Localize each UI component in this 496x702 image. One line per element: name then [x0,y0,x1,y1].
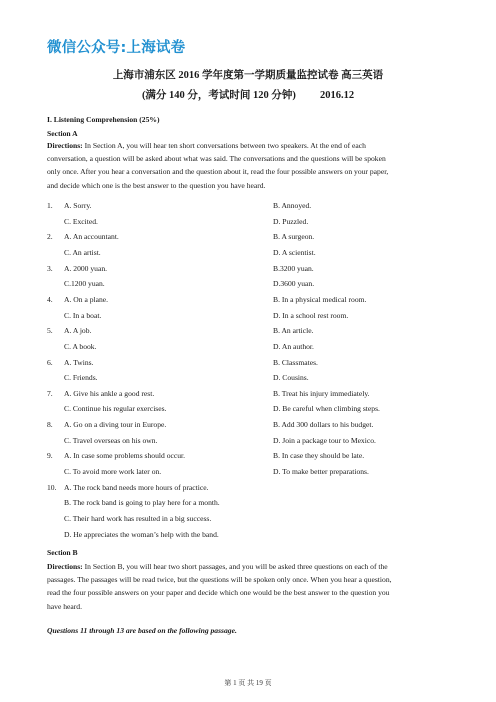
directions-line: have heard. [47,601,82,611]
question-row [47,467,450,479]
answer-option-left: C. Continue his regular exercises. [64,404,167,414]
question-number: 2. [47,232,53,242]
question-row [47,232,450,244]
question-row [47,514,450,526]
question-number: 6. [47,357,53,367]
answer-option-left: D. He appreciates the woman’s help with the band. [64,529,219,539]
question-number: 3. [47,263,53,273]
answer-option-right: B. Annoyed. [273,201,312,210]
question-row [47,248,450,260]
answer-option-left: C. In a boat. [64,310,102,320]
answer-option-left: C. Friends. [64,373,98,383]
question-row [47,530,450,542]
answer-option-right: D. Be careful when climbing steps. [273,404,380,414]
answer-option-left: A. On a plane. [64,294,109,304]
answer-option-left: C. Excited. [64,216,98,226]
answer-option-right: B. An article. [273,326,314,336]
answer-option-left: C. To avoid more work later on. [64,467,162,477]
question-row [47,436,450,448]
question-row [47,326,450,338]
answer-option-right: D. In a school rest room. [273,310,349,320]
answer-option-left: A. In case some problems should occur. [64,451,186,461]
answer-option-left: A. A job. [64,326,92,336]
directions-label: Directions: [47,562,83,571]
answer-option-right: D. Puzzled. [273,216,309,226]
question-row [47,498,450,510]
answer-option-right: D. To make better preparations. [273,467,369,477]
question-row [47,201,450,213]
directions-line: and decide which one is the best answer to the question you have heard. [47,180,266,190]
section-b-heading: Section B [47,548,78,557]
question-row [47,451,450,463]
part-heading: I. Listening Comprehension (25%) [47,115,160,124]
question-row [47,358,450,370]
answer-option-left: A. Twins. [64,357,94,367]
section-a-directions [47,139,450,192]
passage-note: Questions 11 through 13 are based on the following passage. [47,626,237,635]
exam-subtitle [0,87,496,102]
exam-date: 2016.12 [319,90,355,101]
question-row [47,295,450,307]
answer-option-right: B. In case they should be late. [273,451,365,461]
answer-option-right: B.3200 yuan. [273,263,314,273]
question-row [47,420,450,432]
question-number: 4. [47,294,53,304]
question-number: 5. [47,326,53,336]
answer-option-left: C. A book. [64,341,97,351]
directions-line: conversation, a question will be asked about what was said. The conversations and the questions will be spoken [47,154,386,164]
question-row [47,389,450,401]
question-row [47,373,450,385]
answer-option-right: D. Cousins. [273,373,309,383]
answer-option-right: B. Add 300 dollars to his budget. [273,420,374,430]
directions-line: only once. After you hear a conversation and the question about it, read the four possible answers on your paper, [47,167,389,177]
answer-option-left: C. Travel overseas on his own. [64,435,158,445]
answer-option-left: A. An accountant. [64,232,119,242]
question-row [47,404,450,416]
answer-option-left: B. The rock band is going to play here for a month. [64,498,220,508]
question-row [47,279,450,291]
answer-option-right: D. An author. [273,341,314,351]
answer-option-right: D.3600 yuan. [273,279,315,289]
answer-option-right: B. A surgeon. [273,232,315,242]
question-row [47,217,450,229]
directions-line [47,139,450,152]
answer-option-left: A. The rock band needs more hours of practice. [64,482,209,492]
question-number: 10. [47,482,57,492]
answer-option-right: B. In a physical medical room. [273,294,367,304]
answer-option-left: C. Their hard work has resulted in a big success. [64,514,212,523]
directions-line [47,560,450,573]
answer-option-left: A. Sorry. [64,201,92,210]
question-number: 8. [47,420,53,430]
wechat-account-banner: 微信公众号:上海试卷 [47,40,186,56]
directions-text: In Section B, you will hear two short passages, and you will be asked three questions on each of the [82,562,388,571]
question-number: 1. [47,201,53,210]
question-row [47,342,450,354]
question-row [47,483,450,495]
directions-text: In Section A, you will hear ten short conversations between two speakers. At the end of each [82,141,366,150]
question-row [47,311,450,323]
directions-line: read the four possible answers on your paper and decide which one would be the best answer to the question you [47,588,390,598]
answer-option-left: A. Go on a diving tour in Europe. [64,420,167,430]
question-row [47,264,450,276]
directions-label: Directions: [47,141,83,150]
section-b-directions [47,560,450,613]
directions-line: passages. The passages will be read twice, but the questions will be spoken only once. When you hear a question, [47,575,392,585]
question-number: 7. [47,388,53,398]
score-time-info: (满分 140 分，考试时间 120 分钟) [141,90,296,101]
answer-option-left: A. 2000 yuan. [64,263,108,273]
answer-option-left: A. Give his ankle a good rest. [64,388,155,398]
section-a-heading: Section A [47,129,78,138]
answer-option-left: C.1200 yuan. [64,279,105,289]
question-number: 9. [47,451,53,461]
answer-option-right: B. Treat his injury immediately. [273,388,370,398]
page-number-footer: 第 1 页 共 19 页 [224,679,272,687]
answer-option-right: D. Join a package tour to Mexico. [273,435,376,445]
answer-option-right: D. A scientist. [273,247,316,257]
answer-option-right: B. Classmates. [273,357,318,367]
exam-title: 上海市浦东区 2016 学年度第一学期质量监控试卷 高三英语 [112,70,384,81]
answer-option-left: C. An artist. [64,247,101,257]
